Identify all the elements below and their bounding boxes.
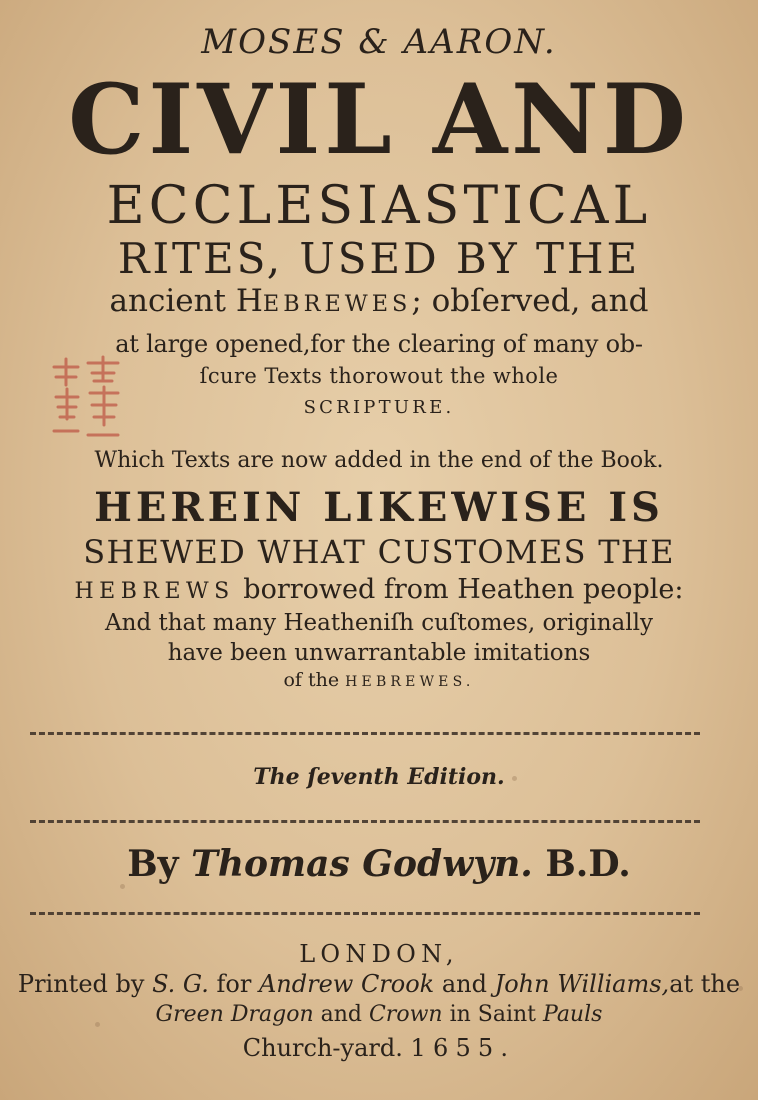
imprint-and-text-2: and	[313, 1002, 369, 1027]
title-scripture-smallcaps: SCRIPTURE.	[303, 397, 455, 418]
paper-speck	[512, 776, 517, 781]
author-by: By	[127, 843, 192, 885]
paper-speck	[120, 884, 125, 889]
imprint-green-dragon	[0, 1004, 758, 1026]
imprint-crown: Crown	[368, 1002, 443, 1027]
authors-line: MOSES & AARON.	[201, 22, 557, 62]
hebrews-borrowed	[0, 576, 758, 603]
herein-likewise: HEREIN LIKEWISE IS	[94, 484, 664, 531]
title-ancient-text: ancient H	[109, 283, 263, 319]
hebrewes-smallcaps-end: HEBREWES.	[345, 674, 475, 690]
imprint-printer: S. G.	[152, 970, 209, 998]
imprint-city: LONDON,	[299, 940, 459, 968]
title-observed-text: ; obſerved, and	[411, 283, 649, 319]
heathenish-customes: And that many Heatheniſh cuſtomes, originally	[105, 610, 653, 636]
imprint-pauls: Pauls	[543, 1002, 603, 1027]
ornament-rule-middle	[30, 820, 700, 823]
imprint-andrew-crook: Andrew Crook	[258, 970, 435, 998]
paper-speck	[738, 986, 743, 991]
notice-texts-added: Which Texts are now added in the end of the Book.	[94, 448, 664, 473]
imprint-churchyard	[0, 1036, 758, 1060]
imprint-year: 1655.	[410, 1034, 516, 1062]
imprint-churchyard-text: Church-yard.	[242, 1034, 411, 1062]
of-the-hebrewes	[0, 671, 758, 690]
imprint-in-saint: in Saint	[442, 1002, 543, 1027]
paper-speck	[95, 1022, 100, 1027]
imprint-and-text: and	[434, 970, 495, 998]
imprint-green-dragon-text: Green Dragon	[155, 1002, 314, 1027]
ornament-rule-bottom	[30, 912, 700, 915]
title-scure-texts: ſcure Texts thorowout the whole	[199, 364, 559, 388]
hebrews-smallcaps: HEBREWS	[74, 579, 235, 604]
of-the-text: of the	[283, 669, 346, 691]
edition-line: The ſeventh Edition.	[253, 764, 505, 790]
author-degree: B.D.	[532, 843, 631, 885]
borrowed-text: borrowed from Heathen people:	[234, 574, 684, 605]
imprint-at-the-text: at the	[669, 970, 741, 998]
author-name: Thomas Godwyn.	[191, 843, 533, 885]
unwarrantable-imitations: have been unwarrantable imitations	[167, 640, 591, 666]
shewed-what-customes: SHEWED WHAT CUSTOMES THE	[83, 533, 675, 571]
imprint-printed-by-text: Printed by	[17, 970, 153, 998]
title-rites-used: RITES, USED BY THE	[117, 234, 641, 283]
imprint-printed-by	[0, 972, 758, 996]
imprint-john-williams: John Williams,	[494, 970, 670, 998]
title-ancient-hebrewes	[0, 283, 758, 319]
title-ecclesiastical: ECCLESIASTICAL	[106, 176, 652, 236]
title-civil-and: CIVIL AND	[68, 63, 690, 176]
author-line	[0, 843, 758, 885]
title-hebrewes-smallcaps: EBREWES	[262, 291, 412, 317]
red-seal-stamp	[48, 355, 126, 445]
title-at-large-opened: at large opened,for the clearing of many ob-	[115, 330, 643, 358]
imprint-for-text: for	[208, 970, 259, 998]
ornament-rule-top	[30, 732, 700, 735]
